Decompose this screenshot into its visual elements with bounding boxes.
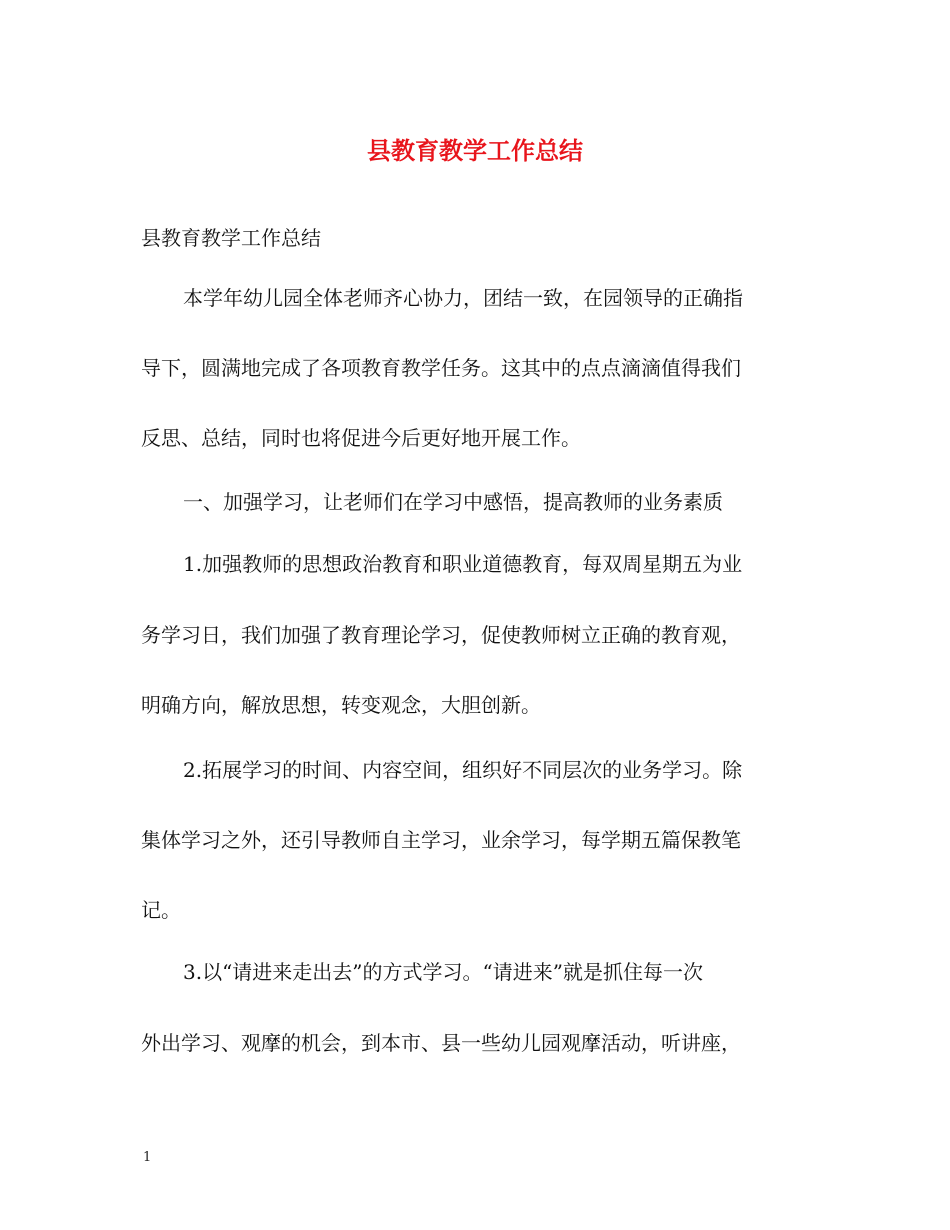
paragraph-line: 2.拓展学习的时间、内容空间，组织好不同层次的业务学习。除 xyxy=(183,758,743,782)
paragraph-line: 务学习日，我们加强了教育理论学习，促使教师树立正确的教育观， xyxy=(141,623,741,647)
paragraph-line: 外出学习、观摩的机会，到本市、县一些幼儿园观摩活动，听讲座， xyxy=(141,1031,741,1055)
paragraph-line: 明确方向，解放思想，转变观念，大胆创新。 xyxy=(141,693,541,717)
paragraph-line: 1.加强教师的思想政治教育和职业道德教育，每双周星期五为业 xyxy=(183,552,743,576)
section-heading: 一、加强学习，让老师们在学习中感悟，提高教师的业务素质 xyxy=(183,490,723,514)
page-number: 1 xyxy=(143,1150,152,1165)
paragraph-line: 集体学习之外，还引导教师自主学习，业余学习，每学期五篇保教笔 xyxy=(141,828,741,852)
paragraph-line: 反思、总结，同时也将促进今后更好地开展工作。 xyxy=(141,426,581,450)
document-subtitle: 县教育教学工作总结 xyxy=(141,226,321,250)
paragraph-line: 记。 xyxy=(141,898,181,922)
paragraph-line: 导下，圆满地完成了各项教育教学任务。这其中的点点滴滴值得我们 xyxy=(141,356,741,380)
paragraph-line: 本学年幼儿园全体老师齐心协力，团结一致，在园领导的正确指 xyxy=(183,286,743,310)
paragraph-line: 3.以“请进来走出去”的方式学习。“请进来”就是抓住每一次 xyxy=(183,960,703,984)
document-title: 县教育教学工作总结 xyxy=(367,136,583,165)
